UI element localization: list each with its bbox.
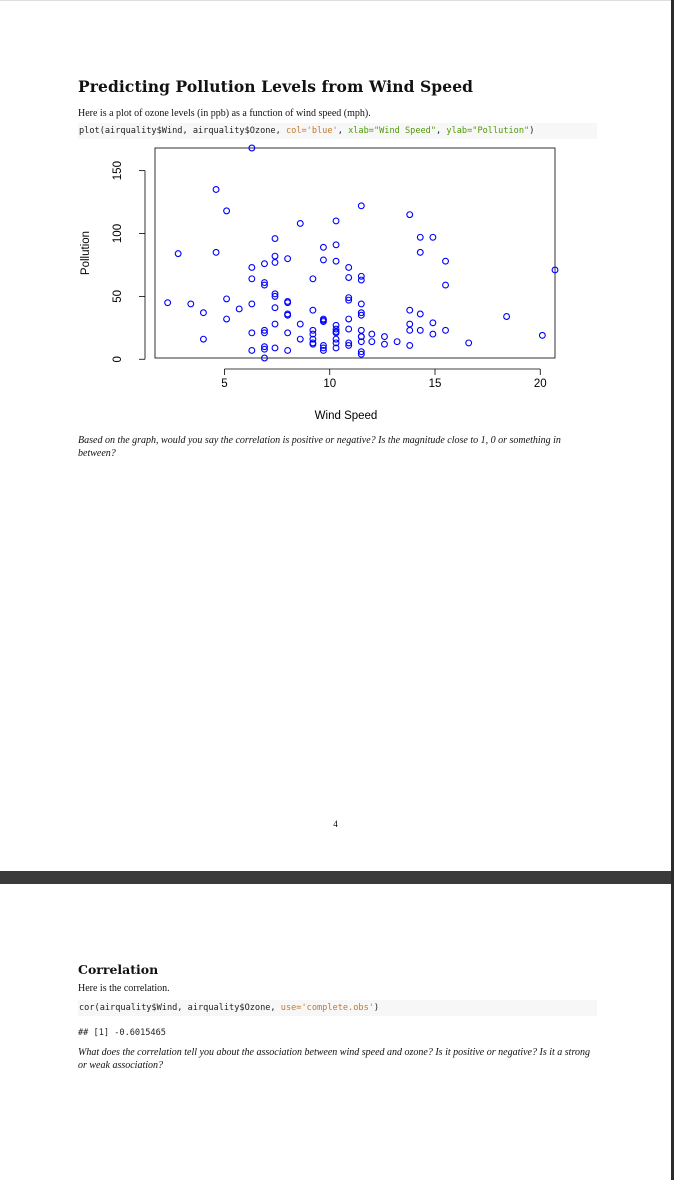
data-point (358, 203, 364, 209)
data-point (188, 301, 194, 307)
data-point (249, 301, 255, 307)
data-point (249, 330, 255, 336)
data-point (285, 348, 291, 354)
code-arg-ylab: ylab="Pollution" (446, 126, 530, 136)
data-point (346, 265, 352, 271)
data-point (272, 260, 278, 266)
data-point (346, 275, 352, 281)
x-axis-label: Wind Speed (314, 410, 378, 422)
code-fn: cor(airquality$Wind, airquality$Ozone, (79, 1003, 281, 1013)
data-point (443, 258, 449, 264)
page-number: 4 (333, 819, 338, 829)
data-point (443, 327, 449, 333)
data-point (175, 251, 181, 257)
data-point (382, 334, 388, 340)
data-point (466, 340, 472, 346)
code-arg-use: use='complete.obs' (280, 1003, 374, 1013)
question-text: Based on the graph, would you say the correlation is positive or negative? Is the magnitude close to 1, 0 or something in between? (78, 435, 561, 459)
data-point (333, 218, 339, 224)
data-point (224, 208, 230, 214)
code-block-plot (78, 123, 597, 139)
data-points (165, 145, 558, 361)
x-axis (221, 369, 546, 390)
data-point (539, 332, 545, 338)
data-point (321, 257, 327, 263)
data-point (285, 256, 291, 262)
y-axis (112, 161, 145, 362)
code-fn: plot(airquality$Wind, airquality$Ozone, (79, 126, 286, 136)
scatter-plot (0, 141, 671, 431)
data-point (333, 242, 339, 248)
y-axis-label: Pollution (80, 230, 92, 276)
data-point (165, 300, 171, 306)
data-point (358, 327, 364, 333)
data-point (262, 261, 268, 267)
correlation-intro: Here is the correlation. (78, 983, 170, 994)
data-point (272, 345, 278, 351)
data-point (224, 316, 230, 322)
data-point (333, 258, 339, 264)
code-close: ) (373, 1003, 380, 1013)
data-point (297, 321, 303, 327)
code-arg-col: col='blue' (285, 126, 338, 136)
data-point (249, 276, 255, 282)
data-point (321, 244, 327, 250)
data-point (346, 326, 352, 332)
data-point (430, 320, 436, 326)
data-point (407, 321, 413, 327)
data-point (407, 212, 413, 218)
data-point (346, 316, 352, 322)
data-point (236, 306, 242, 312)
data-point (443, 282, 449, 288)
data-point (382, 341, 388, 347)
x-tick-label: 10 (323, 378, 337, 390)
section-title: Predicting Pollution Levels from Wind Speed (78, 77, 474, 96)
x-tick-label: 20 (533, 378, 547, 390)
data-point (297, 336, 303, 342)
code-sep: , (436, 126, 447, 136)
code-output: ## [1] -0.6015465 (78, 1028, 166, 1038)
y-tick-label: 100 (112, 223, 124, 244)
data-point (249, 348, 255, 354)
data-point (224, 296, 230, 302)
plot-frame (155, 148, 555, 358)
code-close: ) (529, 126, 535, 136)
data-point (430, 331, 436, 337)
data-point (369, 339, 375, 345)
data-point (417, 327, 423, 333)
data-point (417, 234, 423, 240)
data-point (249, 265, 255, 271)
data-point (285, 330, 291, 336)
code-arg-xlab: xlab="Wind Speed" (348, 126, 437, 136)
data-point (333, 336, 339, 342)
code-sep: , (337, 126, 349, 136)
data-point (272, 305, 278, 311)
data-point (297, 221, 303, 227)
data-point (369, 331, 375, 337)
data-point (417, 249, 423, 255)
data-point (417, 311, 423, 317)
data-point (310, 276, 316, 282)
data-point (213, 249, 219, 255)
y-tick-label: 150 (112, 161, 124, 181)
data-point (504, 314, 510, 320)
document-page-2 (0, 884, 671, 1180)
data-point (394, 339, 400, 345)
y-tick-label: 0 (112, 356, 124, 363)
x-tick-label: 5 (221, 378, 228, 390)
correlation-question: What does the correlation tell you about the association between wind speed and ozone? Is it positive or negative? Is it a strong or weak association? (78, 1047, 590, 1071)
data-point (407, 307, 413, 313)
data-point (272, 253, 278, 259)
x-tick-label: 15 (428, 378, 442, 390)
data-point (272, 236, 278, 242)
data-point (201, 336, 207, 342)
data-point (358, 273, 364, 279)
data-point (272, 321, 278, 327)
section-title-correlation: Correlation (78, 962, 159, 977)
data-point (407, 343, 413, 349)
code-block-cor (78, 1000, 597, 1016)
data-point (358, 301, 364, 307)
intro-text: Here is a plot of ozone levels (in ppb) as a function of wind speed (mph). (78, 108, 371, 119)
data-point (430, 234, 436, 240)
data-point (407, 327, 413, 333)
data-point (310, 307, 316, 313)
y-tick-label: 50 (112, 289, 124, 303)
data-point (201, 310, 207, 316)
data-point (213, 187, 219, 193)
